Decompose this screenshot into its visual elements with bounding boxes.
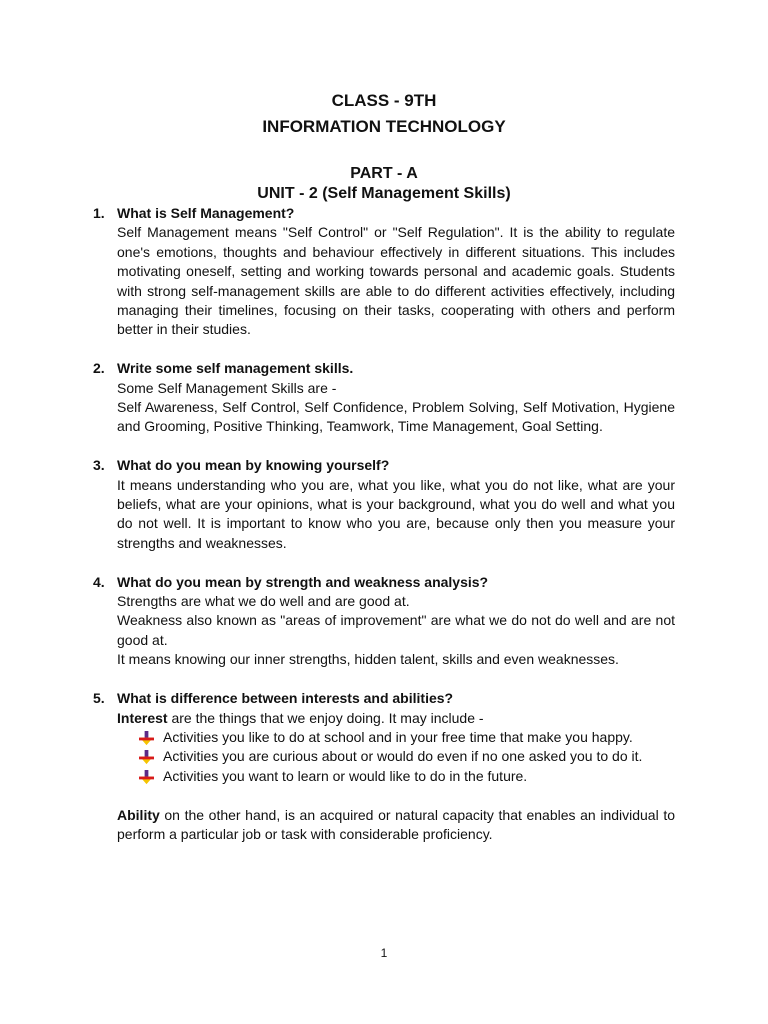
ability-text: on the other hand, is an acquired or natural capacity that enables an individual to perform a particular job or task with considerable proficiency.	[117, 806, 675, 842]
ability-paragraph	[117, 806, 675, 845]
unit-heading: UNIT - 2 (Self Management Skills)	[257, 185, 511, 202]
question-number: 1.	[93, 205, 105, 221]
answer-intro: Some Self Management Skills are -	[117, 379, 337, 396]
bullet-text: Activities you want to learn or would like to do in the future.	[163, 767, 528, 784]
answer-line: Strengths are what we do well and are good at.	[117, 593, 410, 610]
interest-paragraph	[117, 709, 675, 728]
list-item	[139, 728, 675, 747]
question-title: What do you mean by knowing yourself?	[117, 457, 390, 474]
list-item	[139, 747, 675, 766]
question-title: What is Self Management?	[117, 205, 295, 221]
skills-list-text: Self Awareness, Self Control, Self Confidence, Problem Solving, Self Motivation, Hygiene and Grooming, Positive Thinking, Teamwork, Time Management, Goal Setting.	[117, 399, 675, 435]
question-title: Write some self management skills.	[117, 360, 354, 377]
interest-bullet-list	[117, 728, 675, 786]
interest-text: are the things that we enjoy doing. It may include -	[167, 709, 484, 726]
question-number: 5.	[93, 690, 105, 707]
answer-line: Weakness also known as "areas of improvement" are what we do not do well and are not good at.	[117, 612, 675, 648]
class-heading: CLASS - 9TH	[331, 91, 437, 110]
list-item	[139, 767, 675, 786]
spacer	[117, 786, 675, 805]
question-title: What is difference between interests and abilities?	[117, 690, 454, 707]
questions-list	[93, 204, 675, 864]
ability-term: Ability	[117, 806, 160, 823]
bullet-text: Activities you like to do at school and in your free time that make you happy.	[163, 728, 633, 745]
question-3	[93, 456, 675, 553]
answer-line: It means knowing our inner strengths, hidden talent, skills and even weaknesses.	[117, 651, 619, 668]
multicolor-arrow-bullet-icon	[139, 731, 154, 746]
question-2	[93, 359, 675, 437]
multicolor-arrow-bullet-icon	[139, 770, 154, 785]
question-title: What do you mean by strength and weakness analysis?	[117, 573, 489, 590]
question-1	[93, 204, 675, 340]
subject-heading: INFORMATION TECHNOLOGY	[262, 117, 506, 136]
answer-text: Self Management means "Self Control" or "Self Regulation". It is the ability to regulate one's emotions, thoughts and behaviour effectively in different situations. This includes motivating oneself, setting and working towards personal and academic goals. Students with strong self-management skills are able to do different activities effectively, including managing their timelines, focusing on their tasks, cooperating with others and perform better in their studies.	[117, 224, 675, 338]
question-number: 4.	[93, 573, 105, 590]
question-5	[93, 689, 675, 844]
page-number: 1	[380, 946, 388, 960]
answer-text: It means understanding who you are, what you like, what you do not like, what are your beliefs, what are your opinions, what is your background, what you do well and what you do not well. It is important to know who you are, because only then you measure your strengths and weaknesses.	[117, 476, 675, 551]
bullet-text: Activities you are curious about or would do even if no one asked you to do it.	[163, 748, 643, 765]
interest-term: Interest	[117, 709, 168, 726]
question-number: 3.	[93, 457, 105, 474]
multicolor-arrow-bullet-icon	[139, 750, 154, 765]
part-heading: PART - A	[350, 165, 418, 182]
question-4	[93, 573, 675, 670]
question-number: 2.	[93, 360, 105, 377]
